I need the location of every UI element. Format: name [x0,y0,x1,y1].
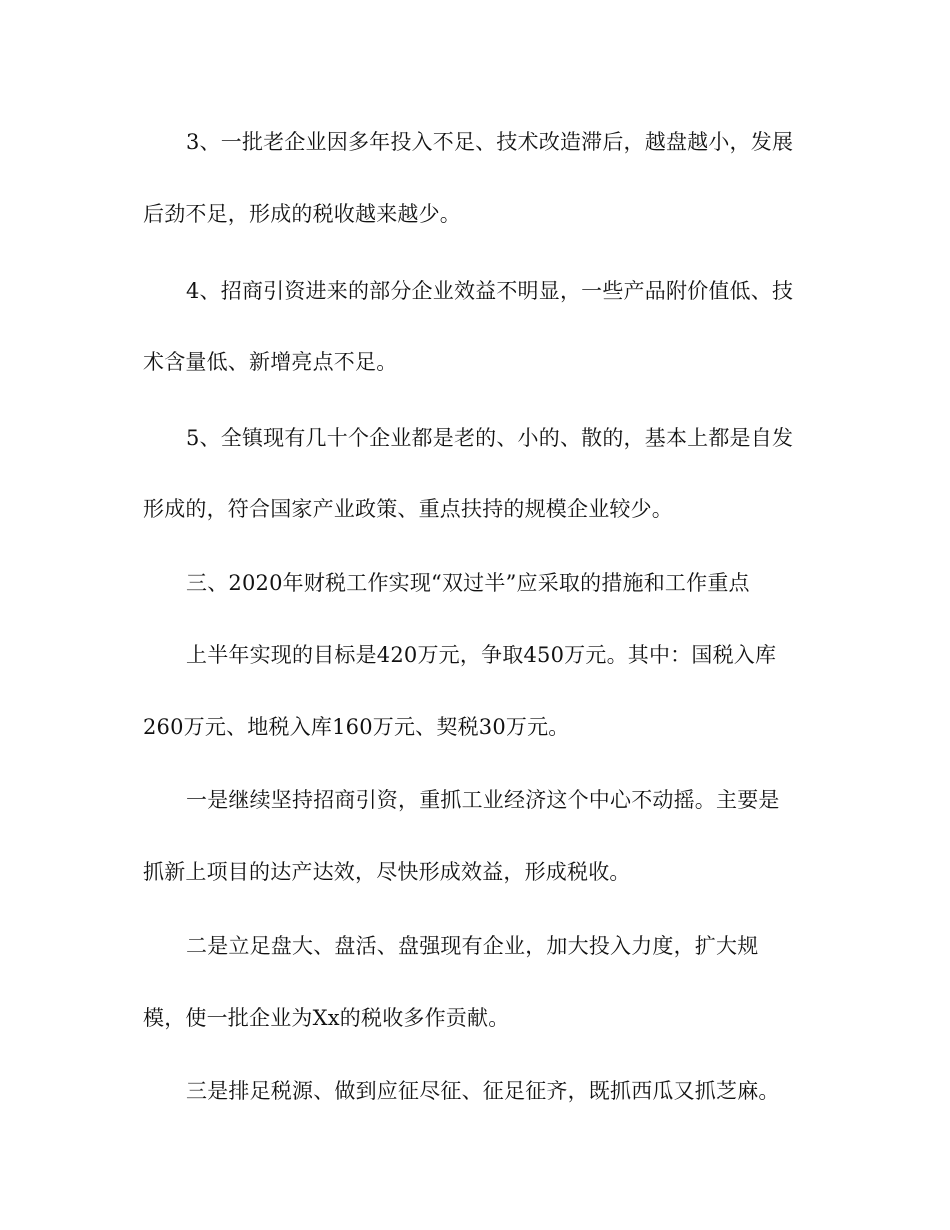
paragraph-3-line-2: 后劲不足，形成的税收越来越少。 [143,202,461,226]
paragraph-5-line-2: 形成的，符合国家产业政策、重点扶持的规模企业较少。 [143,497,673,521]
target-paragraph-line-2: 260万元、地税入库160万元、契税30万元。 [143,715,570,739]
paragraph-5-line-1: 5、全镇现有几十个企业都是老的、小的、散的，基本上都是自发 [186,426,794,450]
measure-2-line-2: 模，使一批企业为Xx的税收多作贡献。 [143,1006,510,1030]
paragraph-3-line-1: 3、一批老企业因多年投入不足、技术改造滞后，越盘越小，发展 [186,130,794,154]
target-paragraph-line-1: 上半年实现的目标是420万元，争取450万元。其中：国税入库 [186,643,777,667]
measure-2-line-1: 二是立足盘大、盘活、盘强现有企业，加大投入力度，扩大规 [186,934,759,958]
section-heading: 三、2020年财税工作实现“双过半”应采取的措施和工作重点 [186,571,750,595]
measure-1-line-2: 抓新上项目的达产达效，尽快形成效益，形成税收。 [143,860,631,884]
paragraph-4-line-2: 术含量低、新增亮点不足。 [143,350,398,374]
measure-1-line-1: 一是继续坚持招商引资，重抓工业经济这个中心不动摇。主要是 [186,788,780,812]
measure-3-line-1: 三是排足税源、做到应征尽征、征足征齐，既抓西瓜又抓芝麻。 [186,1079,780,1103]
paragraph-4-line-1: 4、招商引资进来的部分企业效益不明显，一些产品附价值低、技 [186,279,794,303]
